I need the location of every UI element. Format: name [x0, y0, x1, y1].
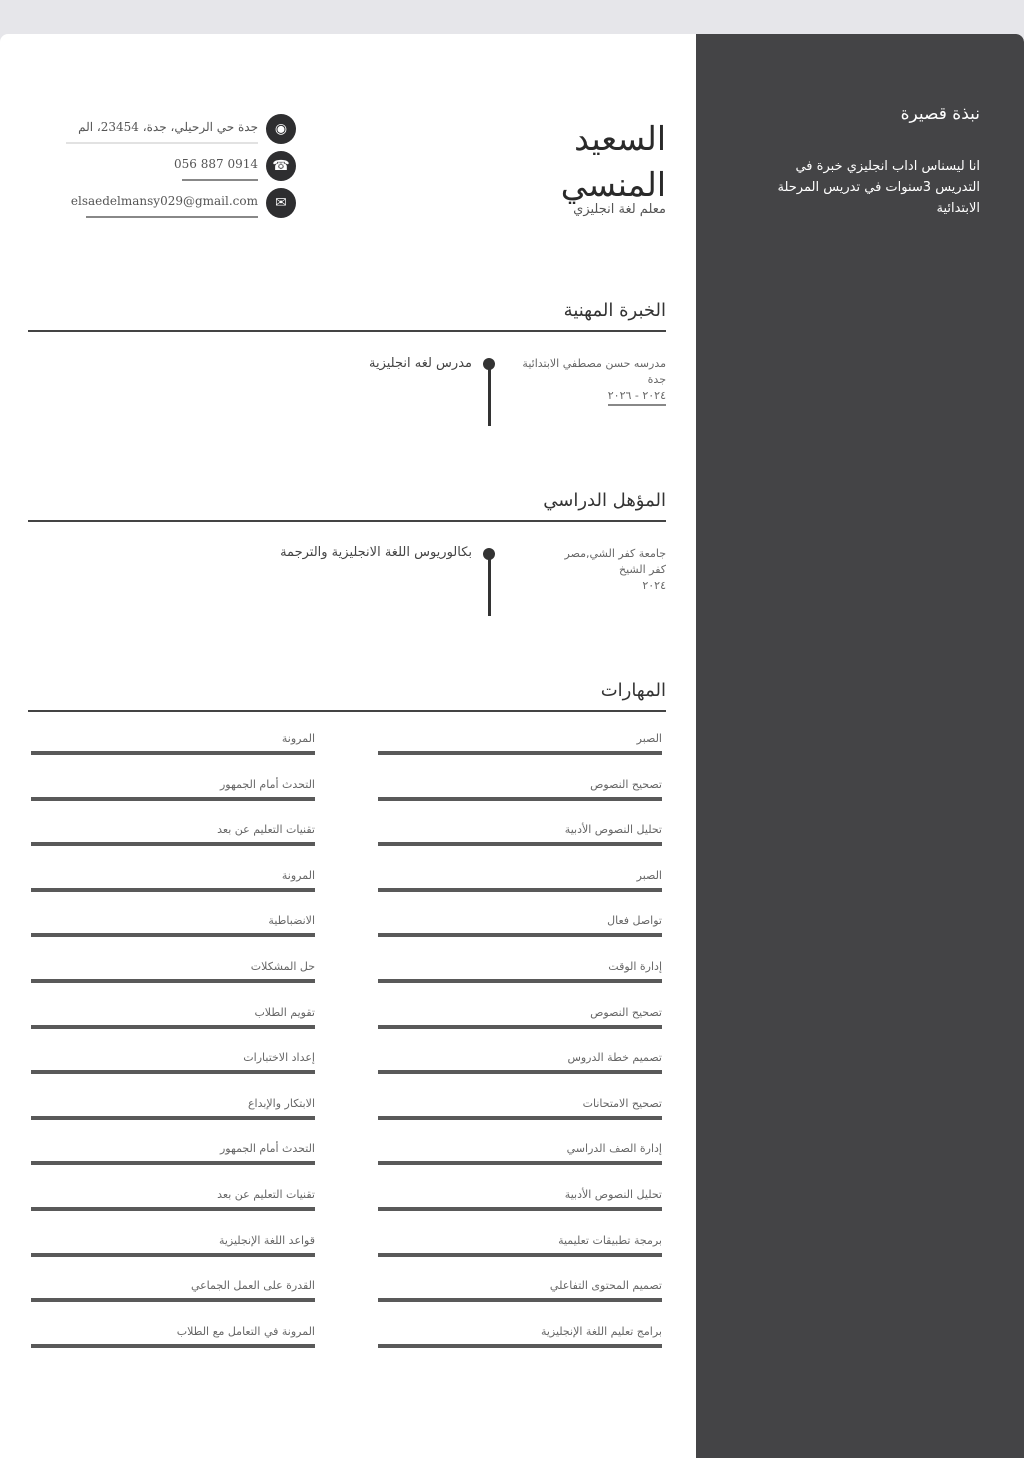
skill-bar — [31, 842, 315, 846]
skill-item — [378, 1097, 662, 1127]
section-divider — [28, 330, 666, 332]
skill-label: تصحيح النصوص — [590, 1006, 662, 1019]
skill-item — [31, 1142, 315, 1172]
skill-bar — [31, 888, 315, 892]
skill-label: المرونة في التعامل مع الطلاب — [176, 1325, 315, 1338]
skill-label: الابتكار والإبداع — [247, 1097, 315, 1110]
skill-bar — [378, 1298, 662, 1302]
section-divider — [28, 710, 666, 712]
skill-bar — [378, 1025, 662, 1029]
skill-bar — [378, 751, 662, 755]
skill-item — [31, 823, 315, 853]
graduation-year: ٢٠٢٤ — [642, 579, 666, 592]
skill-label: إدارة الوقت — [608, 960, 662, 973]
address-text: جدة حي الرحيلي، جدة، 23454، الم — [78, 120, 258, 134]
skill-label: المرونة — [281, 869, 315, 882]
skill-bar — [31, 1298, 315, 1302]
timeline-line — [488, 554, 491, 616]
skill-label: تحليل النصوص الأدبية — [564, 823, 662, 836]
skill-label: إدارة الصف الدراسي — [566, 1142, 662, 1155]
skill-bar — [31, 1161, 315, 1165]
contact-email[interactable] — [66, 188, 296, 218]
skill-bar — [378, 933, 662, 937]
skill-item — [31, 1006, 315, 1036]
experience-title: الخبرة المهنية — [563, 300, 666, 321]
skill-item — [378, 1325, 662, 1355]
skill-item — [378, 960, 662, 990]
skill-label: الصبر — [636, 732, 662, 745]
skill-item — [378, 1142, 662, 1172]
skill-label: تصحيح النصوص — [590, 778, 662, 791]
skill-bar — [31, 1025, 315, 1029]
skill-bar — [378, 1116, 662, 1120]
email-text[interactable]: elsaedelmansy029@gmail.com — [70, 194, 258, 208]
skill-item — [31, 1051, 315, 1081]
skill-item — [31, 1234, 315, 1264]
skill-item — [378, 1006, 662, 1036]
about-title: نبذة قصيرة — [900, 104, 980, 124]
skill-bar — [31, 1070, 315, 1074]
candidate-name — [466, 116, 666, 208]
skill-item — [378, 1279, 662, 1309]
experience-role: مدرس لغه انجليزية — [368, 356, 472, 371]
skill-label: تصميم المحتوى التفاعلي — [549, 1279, 662, 1292]
skill-label: تحليل النصوص الأدبية — [564, 1188, 662, 1201]
contact-divider — [66, 142, 258, 144]
skill-label: برامج تعليم اللغة الإنجليزية — [540, 1325, 662, 1338]
skill-label: تقنيات التعليم عن بعد — [217, 823, 315, 836]
skill-label: تصحيح الامتحانات — [582, 1097, 662, 1110]
section-divider — [28, 520, 666, 522]
skill-bar — [378, 797, 662, 801]
skill-label: حل المشكلات — [250, 960, 315, 973]
experience-details — [506, 356, 666, 406]
about-text: انا ليسناس اداب انجليزي خبرة في التدريس 3سنوات في تدريس المرحلة الابتدائية — [777, 159, 980, 216]
skill-label: برمجة تطبيقات تعليمية — [558, 1234, 662, 1247]
skill-item — [378, 823, 662, 853]
name-line-1: السعيد — [574, 119, 666, 158]
experience-dates: ٢٠٢٤ - ٢٠٢٦ — [608, 388, 666, 406]
envelope-icon: ✉ — [266, 188, 296, 218]
skill-bar — [378, 1344, 662, 1348]
skill-label: التحدث أمام الجمهور — [220, 1142, 315, 1155]
skill-label: إعداد الاختبارات — [243, 1051, 315, 1064]
skill-bar — [31, 979, 315, 983]
skill-bar — [378, 1253, 662, 1257]
skill-bar — [31, 797, 315, 801]
skill-item — [378, 1051, 662, 1081]
skill-label: قواعد اللغة الإنجليزية — [218, 1234, 315, 1247]
education-degree: بكالوريوس اللغة الانجليزية والترجمة — [280, 545, 472, 560]
contact-address — [66, 114, 296, 144]
resume-page — [0, 34, 1024, 1458]
skill-bar — [378, 1207, 662, 1211]
contact-divider — [182, 179, 258, 181]
job-title: معلم لغة انجليزي — [573, 202, 666, 217]
location-pin-icon: ◉ — [266, 114, 296, 144]
skills-title: المهارات — [600, 680, 666, 701]
skill-item — [31, 1188, 315, 1218]
contact-divider — [86, 216, 258, 218]
school-name: مدرسه حسن مصطفي الابتدائية — [522, 357, 666, 370]
skill-item — [31, 732, 315, 762]
skill-label: تواصل فعال — [607, 914, 662, 927]
university-city: كفر الشيخ — [618, 563, 666, 576]
name-line-2: المنسي — [560, 165, 666, 204]
skill-bar — [31, 751, 315, 755]
skill-bar — [378, 979, 662, 983]
skill-label: المرونة — [281, 732, 315, 745]
skill-bar — [378, 1070, 662, 1074]
skill-item — [378, 1188, 662, 1218]
skill-bar — [378, 842, 662, 846]
skill-label: تقنيات التعليم عن بعد — [217, 1188, 315, 1201]
timeline-line — [488, 364, 491, 426]
skill-item — [31, 960, 315, 990]
skill-item — [31, 778, 315, 808]
skill-item — [378, 778, 662, 808]
skill-item — [378, 869, 662, 899]
skill-item — [378, 914, 662, 944]
skill-bar — [378, 1161, 662, 1165]
skill-item — [378, 732, 662, 762]
skill-item — [31, 1325, 315, 1355]
skill-label: القدرة على العمل الجماعي — [190, 1279, 315, 1292]
skill-item — [31, 914, 315, 944]
education-details — [506, 546, 666, 594]
skill-label: الانضباطية — [268, 914, 315, 927]
skill-item — [378, 1234, 662, 1264]
skill-bar — [31, 1207, 315, 1211]
skill-bar — [31, 933, 315, 937]
education-title: المؤهل الدراسي — [543, 490, 666, 511]
contact-phone — [66, 151, 296, 181]
skill-bar — [378, 888, 662, 892]
school-city: جدة — [647, 373, 666, 386]
skill-bar — [31, 1116, 315, 1120]
skill-label: تقويم الطلاب — [254, 1006, 315, 1019]
skill-item — [31, 1097, 315, 1127]
sidebar — [696, 34, 1024, 1458]
skill-item — [31, 1279, 315, 1309]
skill-bar — [31, 1253, 315, 1257]
phone-text: 0914 887 056 — [173, 157, 258, 171]
skill-label: تصميم خطة الدروس — [567, 1051, 662, 1064]
university-name: جامعة كفر الشي,مصر — [564, 547, 666, 560]
skill-item — [31, 869, 315, 899]
phone-icon: ☎ — [266, 151, 296, 181]
skill-bar — [31, 1344, 315, 1348]
skill-label: الصبر — [636, 869, 662, 882]
skill-label: التحدث أمام الجمهور — [220, 778, 315, 791]
